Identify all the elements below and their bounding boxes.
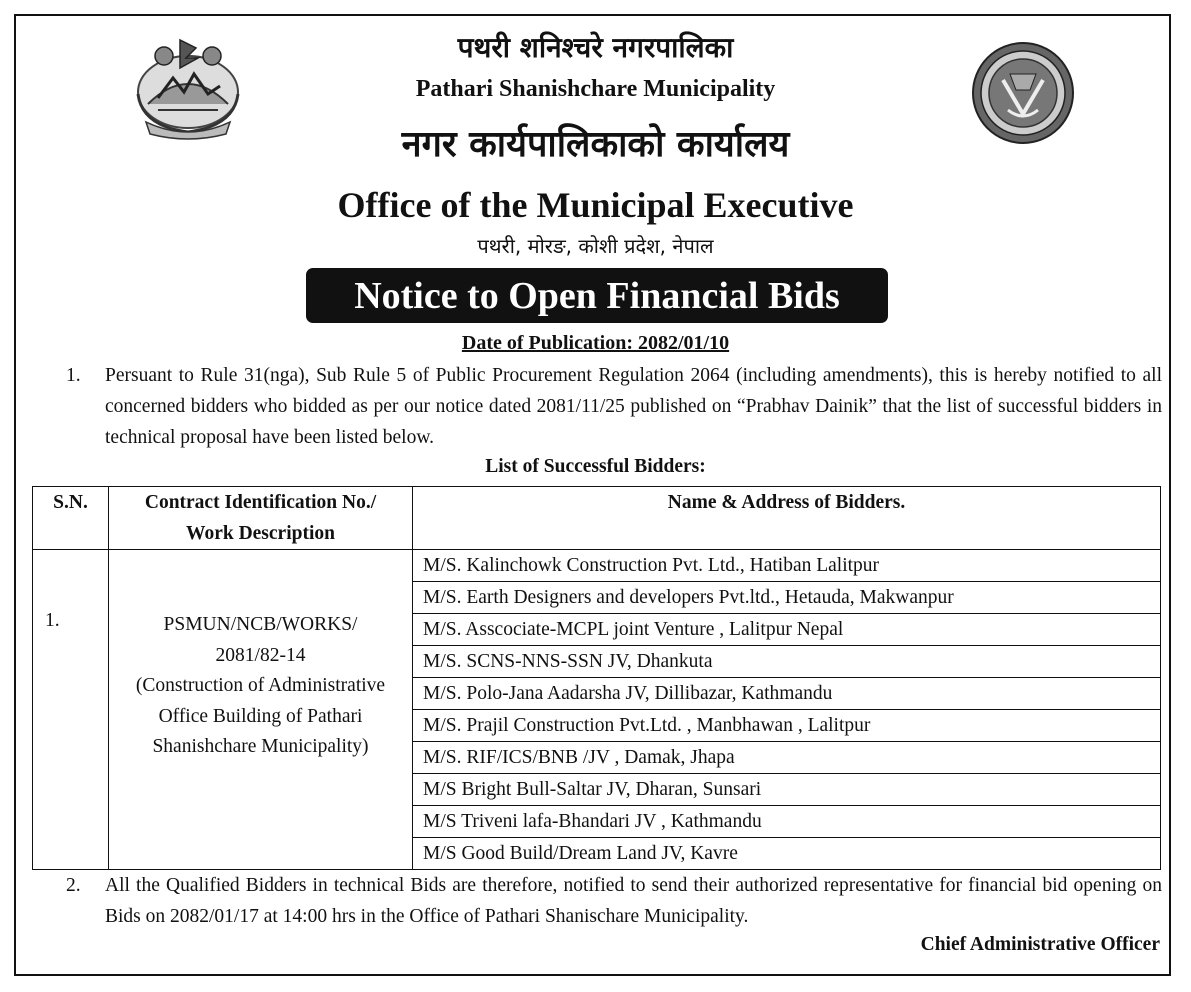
header-contract <box>109 487 413 550</box>
bidder-cell: M/S. Polo-Jana Aadarsha JV, Dillibazar, Kathmandu <box>413 678 1161 710</box>
table-header-row <box>33 487 1161 550</box>
sn-cell: 1. <box>33 550 109 870</box>
list-heading: List of Successful Bidders: <box>485 456 706 477</box>
bidder-cell: M/S. Earth Designers and developers Pvt.ltd., Hetauda, Makwanpur <box>413 582 1161 614</box>
paragraph-number: 1. <box>66 365 81 386</box>
municipality-name-nepali: पथरी शनिश्चरे नगरपालिका <box>457 31 734 64</box>
table-row <box>33 550 1161 582</box>
bidder-cell: M/S. Asscociate-MCPL joint Venture , Lalitpur Nepal <box>413 614 1161 646</box>
signature: Chief Administrative Officer <box>920 934 1160 955</box>
work-description-line: PSMUN/NCB/WORKS/ <box>163 614 358 635</box>
header-contract-line: Work Description <box>186 523 335 544</box>
bidder-cell: M/S Triveni lafa-Bhandari JV , Kathmandu <box>413 806 1161 838</box>
work-description-cell <box>109 550 413 870</box>
paragraph-number: 2. <box>66 875 81 896</box>
work-description-line: 2081/82-14 <box>215 644 306 666</box>
paragraph-text: All the Qualified Bidders in technical Bids are therefore, notified to send their authorized representative for financial bid opening on Bids on 2082/01/17 at 14:00 hrs in the Office of Pathari Shanischare Municipality. <box>105 875 1162 927</box>
municipality-name: Pathari Shanishchare Municipality <box>415 76 776 102</box>
publication-date: Date of Publication: 2082/01/10 <box>461 332 730 354</box>
bidders-table <box>32 486 1161 870</box>
office-name-nepali: नगर कार्यपालिकाको कार्यालय <box>401 124 790 165</box>
bidder-cell: M/S. RIF/ICS/BNB /JV , Damak, Jhapa <box>413 742 1161 774</box>
bidder-cell: M/S. SCNS-NNS-SSN JV, Dhankuta <box>413 646 1161 678</box>
header-contract-line: Contract Identification No./ <box>144 492 377 513</box>
bidder-cell: M/S Good Build/Dream Land JV, Kavre <box>413 838 1161 870</box>
office-address-nepali: पथरी, मोरङ, कोशी प्रदेश, नेपाल <box>477 234 714 258</box>
header-sn: S.N. <box>33 487 109 550</box>
paragraph-1 <box>66 360 1162 453</box>
paragraph-text: Persuant to Rule 31(nga), Sub Rule 5 of Public Procurement Regulation 2064 (including amendments), this is hereby notified to all concerned bidders who bidded as per our notice dated 2081/11/25 published on “Prabhav Dainik” that the list of successful bidders in technical proposal have been listed below. <box>105 365 1162 448</box>
work-description-line: Shanishchare Municipality) <box>152 736 369 757</box>
bidder-cell: M/S Bright Bull-Saltar JV, Dharan, Sunsari <box>413 774 1161 806</box>
bidder-cell: M/S. Prajil Construction Pvt.Ltd. , Manbhawan , Lalitpur <box>413 710 1161 742</box>
header-bidders: Name & Address of Bidders. <box>413 487 1161 550</box>
work-description-line: (Construction of Administrative <box>135 675 386 696</box>
paragraph-2 <box>66 870 1162 932</box>
office-name: Office of the Municipal Executive <box>337 185 854 225</box>
bidder-cell: M/S. Kalinchowk Construction Pvt. Ltd., Hatiban Lalitpur <box>413 550 1161 582</box>
work-description-line: Office Building of Pathari <box>158 705 363 727</box>
notice-title: Notice to Open Financial Bids <box>306 268 888 323</box>
